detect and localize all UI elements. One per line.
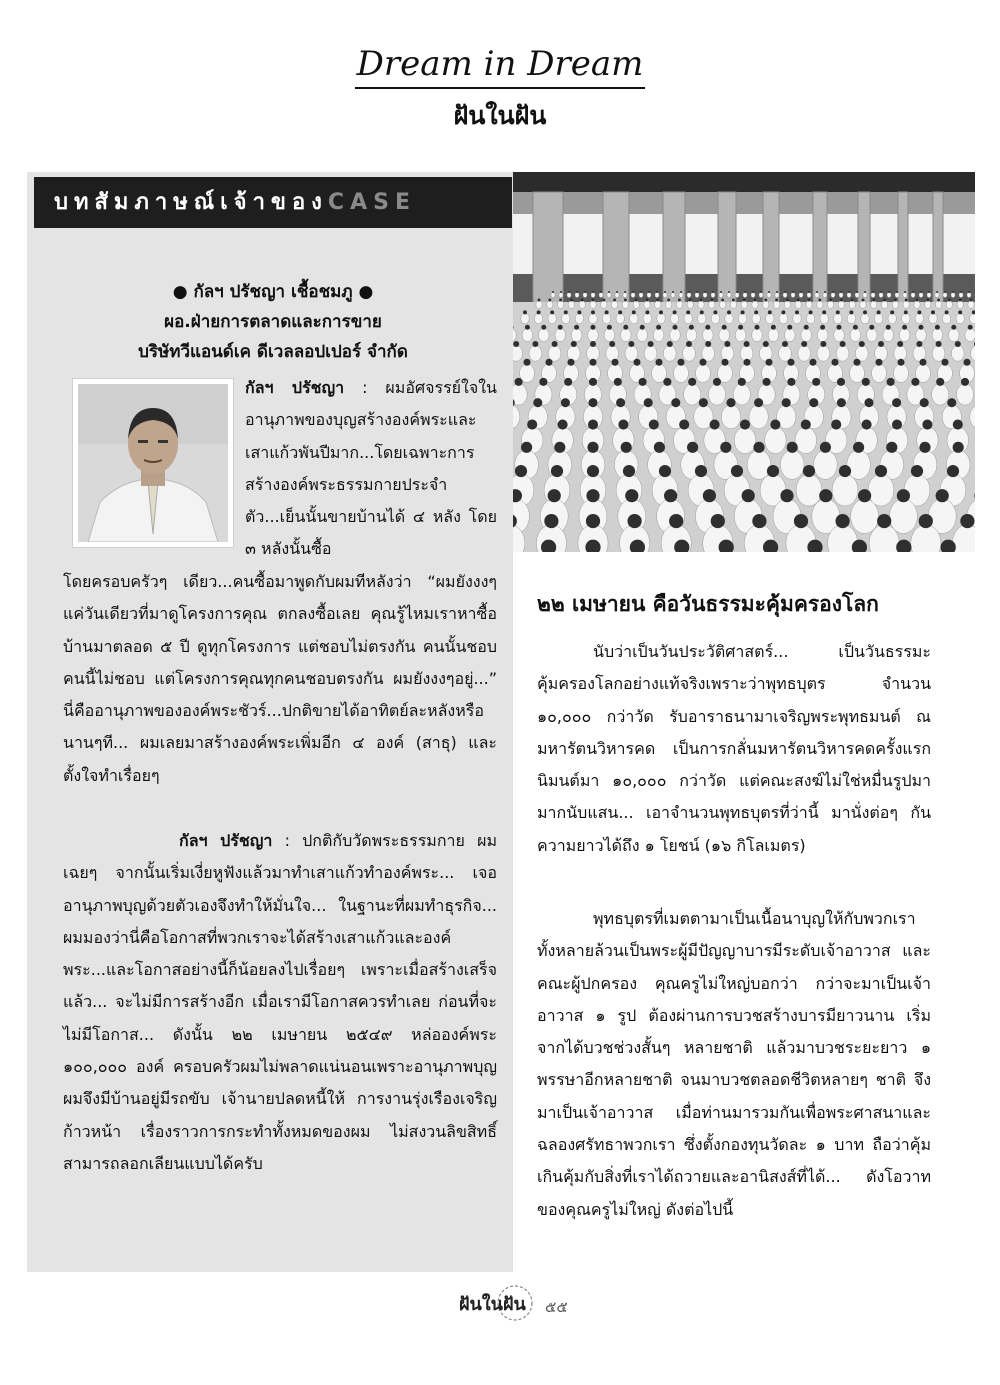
portrait-photo-icon xyxy=(78,384,228,542)
article-paragraph-1: นับว่าเป็นวันประวัติศาสตร์... เป็นวันธรรมะคุ้มครองโลกอย่างแท้จริงเพราะว่าพุทธบุตร จำนวน ๑๐,๐๐๐ กว่าวัด รับอาราธนามาเจริญพระพุทธมนต์ ณ มหารัตนวิหารคด เป็นการกลั่นมหารัตนวิหารคดครั้งแรก นิมนต์มา ๑๐,๐๐๐ กว่าวัด แต่คณะสงฆ์ไม่ใช่หมื่นรูปมามากนับแสน... เอาจำนวนพุทธบุตรที่ว่านี้ มานั่งต่อๆ กันความยาวได้ถึง ๑ โยชน์ (๑๖ กิโลเมตร) xyxy=(537,642,931,855)
interviewee-name: ● กัลฯ ปรัชญา เชื้อชมภู ● xyxy=(172,282,374,302)
page-title-th: ฝันในฝัน xyxy=(453,101,547,130)
interview-text: : ปกติกับวัดพระธรรมกาย ผมเฉยๆ จากนั้นเริ่มเงี่ยหูฟังแล้วมาทำเสาแก้วทำองค์พระ... เจออานุภาพบุญด้วยตัวเองจึงทำให้มั่นใจ... ในฐานะที่ผมทำธุรกิจ... ผมมองว่านี่คือโอกาสที่พวกเราจะได้สร้างเสาแก้วและองค์พระ...และโอกาสอย่างนี้ก็น้อยลงไปเรื่อยๆ เพราะเมื่อสร้างเสร็จแล้ว... จะไม่มีการสร้างอีก เมื่อเรามีโอกาสควรทำเลย ก่อนที่จะไม่มีโอกาส... ดังนั้น ๒๒ เมษายน ๒๕๔๙ หล่อองค์พระ ๑๐๐,๐๐๐ องค์ ครอบครัวผมไม่พลาดแน่นอนเพราะอานุภาพบุญ ผมจึงมีบ้านอยู่มีรถขับ เจ้านายปลดหนี้ให้ การงานรุ่งเรืองเจริญก้าวหน้า เรื่องราวการกระทำทั้งหมดของผม ไม่สงวนลิขสิทธิ์ สามารถลอกเลียนแบบได้ครับ xyxy=(63,831,497,1173)
interview-answer-1-cont: โดยครอบครัวๆ เดียว...คนซื้อมาพูดกับผมทีหลังว่า “ผมยังงงๆ แค่วันเดียวที่มาดูโครงการคุณ ตกลงซื้อเลย คุณรู้ไหมเราหาซื้อบ้านมาตลอด ๕ ปี ดูทุกโครงการ แต่ชอบไม่ตรงกัน คนนั้นชอบ คนนี้ไม่ชอบ แต่โครงการคุณทุกคนชอบตรงกัน ผมยังงงๆอยู่...” นี่คืออานุภาพขององค์พระชัวร์...ปกติขายได้อาทิตย์ละหลังหรือนานๆที... ผมเลยมาสร้างองค์พระเพิ่มอีก ๔ องค์ (สาธุ) และตั้งใจทำเรื่อยๆ xyxy=(63,572,497,785)
portrait-photo xyxy=(72,378,234,548)
monks-hall-illustration xyxy=(513,172,975,552)
article-paragraph-2: พุทธบุตรที่เมตตามาเป็นเนื้อนาบุญให้กับพวกเราทั้งหลายล้วนเป็นพระผู้มีปัญญาบารมีระดับเจ้าอาวาส และคณะผู้ปกครอง คุณครูไม่ใหญ่บอกว่า กว่าจะมาเป็นเจ้าอาวาส ๑ รูป ต้องผ่านการบวชสร้างบารมียาวนาน เริ่มจากได้บวชช่วงสั้นๆ หลายชาติ แล้วมาบวชระยะยาว ๑ พรรษาอีกหลายชาติ จนมาบวชตลอดชีวิตหลายๆ ชาติ จึงมาเป็นเจ้าอาวาส เมื่อท่านมารวมกันเพื่อพระศาสนาและฉลองศรัทธาพวกเรา ซึ่งตั้งกองทุนวัดละ ๑ บาท ถือว่าคุ้มเกินคุ้มกับสิ่งที่เราได้ถวายและอานิสงส์ที่ได้... ดังโอวาทของคุณครูไม่ใหญ่ ดังต่อไปนี้ xyxy=(537,909,931,1219)
magazine-logo-icon xyxy=(455,1283,543,1323)
interview-text: : ผมอัศจรรย์ใจในอานุภาพของบุญสร้างองค์พระและเสาแก้วพันปีมาก...โดยเฉพาะการสร้างองค์พระธรรมกายประจำตัว...เย็นนั้นขายบ้านได้ ๔ หลัง โดย ๓ หลังนั้นซื้อ xyxy=(245,378,497,559)
magazine-logo xyxy=(455,1283,543,1327)
ceremony-photo xyxy=(513,172,975,552)
interview-answer-2 xyxy=(63,825,497,1180)
banner-label: บทสัมภาษณ์เจ้าของ xyxy=(54,190,328,215)
article-headline: ๒๒ เมษายน คือวันธรรมะคุ้มครองโลก xyxy=(537,592,879,616)
interview-answer-1 xyxy=(245,372,497,566)
section-banner xyxy=(34,177,512,228)
page-number: ๕๕ xyxy=(545,1298,568,1316)
interviewee-position: ผอ.ฝ่ายการตลาดและการขาย xyxy=(164,312,382,332)
speaker-label: กัลฯ ปรัชญา xyxy=(245,378,345,397)
interviewee-company: บริษัทวีแอนด์เค ดีเวลลอปเปอร์ จำกัด xyxy=(138,342,408,362)
page-title-en: Dream in Dream xyxy=(0,44,1000,84)
banner-case-label: CASE xyxy=(327,190,416,215)
logo-lettering: ฝันในฝัน xyxy=(459,1294,526,1315)
speaker-label: กัลฯ ปรัชญา xyxy=(179,831,273,850)
